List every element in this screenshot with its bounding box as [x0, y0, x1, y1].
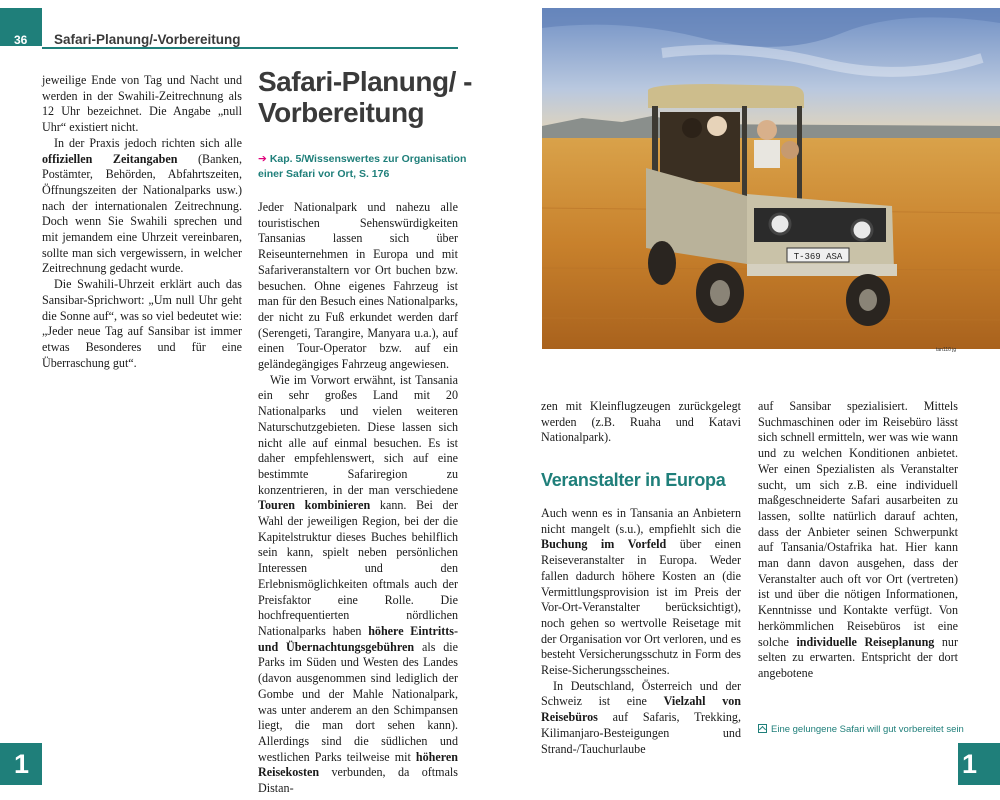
paragraph: auf Sansibar spezialisiert. Mittels Suchmaschinen oder im Reisebüro lässt sich schnell ermitteln, wer was wie wann und zu welchen Konditionen anbietet. Wer einen Spezialisten als Veranstalter sucht, um sich z.B. eine individuell maßgeschneiderte Safari ausarbeiten zu lassen, sollte natürlich darauf achten, dass der Anbieter seinen Schwerpunkt auf Tansania/Ostafrika hat. Hier kann man dann davon ausgehen, dass der Veranstalter auch oft vor Ort (vertreten) ist und über die nötigen Informationen, Kenntnisse und Kontakte verfügt. Von herkömmlichen Reisebüros ist eine solche individuelle Reiseplanung nur selten zu erwarten. Entspricht der dort angebotene: [758, 399, 959, 680]
paragraph: Die Swahili-Uhrzeit erklärt auch das Sansibar-Sprichwort: „Um null Uhr geht die Sonne auf“, was so viel bedeutet wie: „Jeder neue Tag auf Sansibar ist immer etwas Besonderes und für eine Überraschung gut“.: [42, 277, 242, 370]
text-column-3: [541, 399, 741, 446]
safari-photo: [542, 8, 1000, 349]
photo-credit: tan110 jg: [936, 347, 957, 353]
number-plate: T-369 ASA: [793, 252, 843, 262]
paragraph: Wie im Vorwort erwähnt, ist Tansania ein sehr großes Land mit 20 Nationalparks und vielen weiteren Naturschutzgebieten. Diese lassen sich nicht alle auf einmal besuchen. Es ist daher empfehlenswert, sich auf eine bestimmte Safariregion zu konzentrieren, in der man verschiedene Touren kombinieren kann. Bei der Wahl der jeweiligen Region, bei der die Kapitelstruktur dieses Buches behilflich sein kann, spielt neben persönlichen Interessen und den Erlebnismöglichkeiten oftmals auch der Preisfaktor eine Rolle. Die hochfrequentierten nördlichen Nationalparks haben höhere Eintritts- und Übernachtungsgebühren als die Parks im Süden und Westen des Landes (davon ausgenommen sind lediglich der Gombe und der Mahle Nationalpark, was unter anderem an den Schimpansen liegt, die man dort sehen kann). Allerdings sind die südlichen und westlichen Parks teilweise mit höheren Reisekosten verbunden, da oftmals Distan-: [258, 372, 459, 796]
chapter-tab-right: 1: [958, 743, 1000, 785]
text-column-4: [758, 399, 958, 682]
header-rule: [42, 47, 458, 49]
text-column-1: [42, 73, 242, 371]
paragraph: jeweilige Ende von Tag und Nacht und werden in der Swahili-Zeitrechnung als 12 Uhr bezeichnet. Die Angabe „null Uhr“ existiert nicht.: [42, 73, 242, 135]
page-title: Safari-Planung/ -Vorbereitung: [258, 66, 472, 128]
running-title: Safari-Planung/-Vorbereitung: [54, 32, 241, 47]
text-column-3b: [541, 506, 741, 757]
photo-caption: Eine gelungene Safari will gut vorbereitet sein: [758, 724, 964, 735]
chapter-tab-left: 1: [0, 743, 42, 785]
page-number-box: [0, 8, 42, 46]
caption-up-arrow-icon: [758, 724, 767, 733]
paragraph: In Deutschland, Österreich und der Schweiz ist eine Vielzahl von Reisebüros auf Safaris, Trekking, Kilimanjaro-Besteigungen und Strand-/Tauchurlaube: [541, 678, 742, 756]
paragraph: zen mit Kleinflugzeugen zurückgelegt werden (z.B. Ruaha und Katavi Nationalpark).: [541, 399, 741, 445]
page-number: 36: [14, 33, 28, 47]
text-column-2: [258, 200, 458, 797]
paragraph: In der Praxis jedoch richten sich alle offiziellen Zeitangaben (Banken, Postämter, Behörden, Abfahrtszeiten, Öffnungszeiten der Nationalparks usw.) nach der internationalen Zeitrechnung. Doch wenn Sie Swahili sprechen und mit jemandem eine Uhrzeit vereinbaren, sollte man sich vergewissern, in welcher Zeitrechnung gedacht wurde.: [42, 135, 242, 276]
paragraph: Jeder Nationalpark und nahezu alle touristischen Sehenswürdigkeiten Tansanias lassen sich über Reiseunternehmen in Europa und mit Safariveranstaltern vor Ort buchen bzw. besuchen. Ohne eigenes Fahrzeug ist man für den Besuch eines Nationalparks, der nicht zu Fuß erkundet werden darf (Serengeti, Tarangire, Manyara u.a.), auf einen Tour-Operator bzw. auf ein geländegängiges Fahrzeug angewiesen.: [258, 200, 458, 372]
arrow-right-icon: ➔: [258, 153, 267, 165]
section-heading: Veranstalter in Europa: [541, 470, 726, 490]
cross-reference[interactable]: ➔ Kap. 5/Wissenswertes zur Organisation einer Safari vor Ort, S. 176: [258, 153, 467, 180]
paragraph: Auch wenn es in Tansania an Anbietern nicht mangelt (s.u.), empfiehlt sich die Buchung im Vorfeld über einen Reiseveranstalter in Europa. Weder fallen dadurch höhere Kosten an (die Vermittlungsprovision ist im Preis der Vor-Ort-Veranstalter berücksichtigt), noch gehen so wertvolle Reisetage mit der Organisation vor Ort verloren, und es besteht Versicherungsschutz in Form des Reise-Sicherungsscheines.: [541, 506, 741, 678]
